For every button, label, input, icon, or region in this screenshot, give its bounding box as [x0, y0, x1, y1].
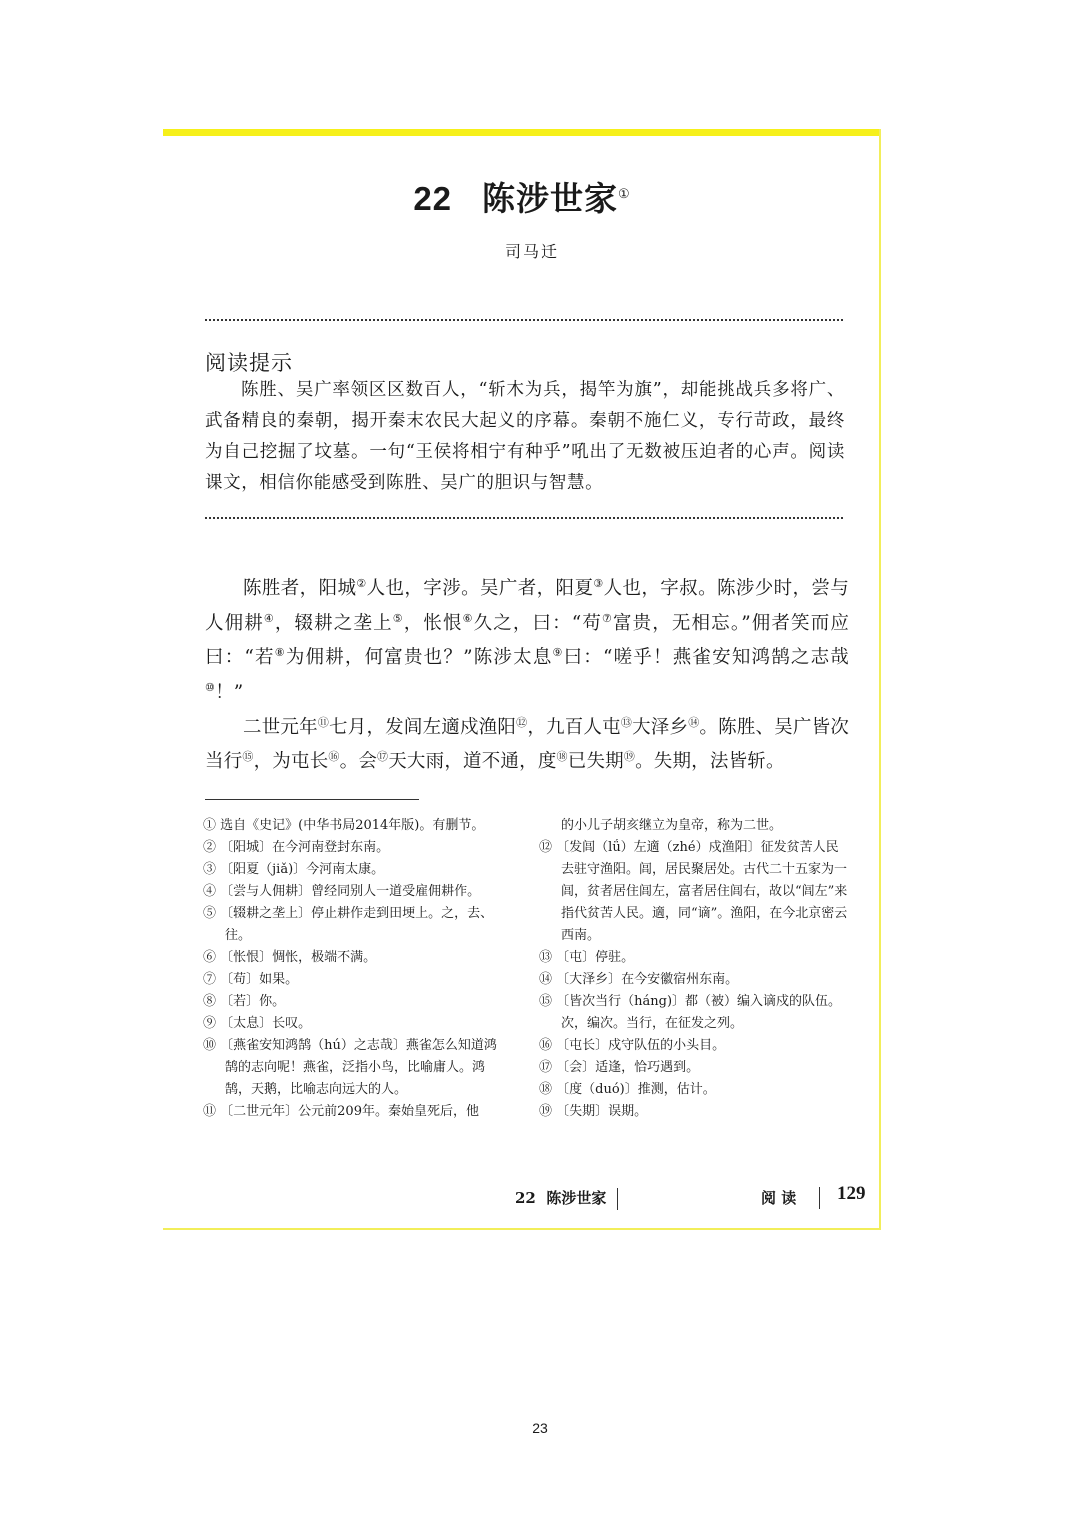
lesson-title-text: 陈涉世家 — [482, 179, 619, 218]
document-page-number: 23 — [532, 1420, 548, 1436]
footnote: ⑫ 〔发闾（lǘ）左適（zhé）戍渔阳〕征发贫苦人民去驻守渔阳。闾，居民聚居处。古代二十五家为一闾，贫者居住闾左，富者居住闾右，故以“闾左”来指代贫苦人民。適，同“谪”。渔阳，在今北京密云西南。 — [539, 840, 848, 943]
yellow-top-border — [163, 129, 881, 136]
footnote: ⑲ 〔失期〕误期。 — [539, 1104, 648, 1119]
footnote: ⑬ 〔屯〕停驻。 — [539, 950, 635, 965]
footnotes-left-column — [203, 815, 509, 1123]
footer-lesson-title: 22 陈涉世家 — [515, 1187, 618, 1210]
paragraph-1: 陈胜者，阳城②人也，字涉。吴广者，阳夏③人也，字叔。陈涉少时，尝与人佣耕④，辍耕之垄上⑤，怅恨⑥久之，曰：“苟⑦富贵，无相忘。”佣者笑而应曰：“若⑧为佣耕，何富贵也？”陈涉太息⑨曰：“嗟乎！燕雀安知鸿鹄之志哉⑩！” — [205, 577, 850, 704]
yellow-bottom-border — [163, 1228, 881, 1230]
reading-hint-heading: 阅读提示 — [205, 351, 293, 375]
footnote-rule — [205, 799, 419, 800]
scanned-textbook-page — [163, 129, 881, 1230]
paragraph-2: 二世元年⑪七月，发闾左適戍渔阳⑫，九百人屯⑬大泽乡⑭。陈胜、吴广皆次当行⑮，为屯长⑯。会⑰天大雨，道不通，度⑱已失期⑲。失期，法皆斩。 — [205, 715, 850, 773]
footnote: ① 选自《史记》(中华书局2014年版)。有删节。 — [203, 818, 485, 833]
footnote: ⑮ 〔皆次当行（háng)〕都（被）编入谪戍的队伍。次，编次。当行，在征发之列。 — [539, 994, 842, 1031]
footnote: ⑱ 〔度（duó)〕推测，估计。 — [539, 1082, 716, 1097]
footer-section: 阅 读 — [761, 1189, 797, 1207]
main-text — [205, 569, 849, 777]
footnote: ⑪ 〔二世元年〕公元前209年。秦始皇死后，他 — [203, 1104, 479, 1119]
footnotes-right-column — [539, 815, 851, 1123]
dotted-divider-top — [205, 319, 843, 321]
footnote: ④ 〔尝与人佣耕〕曾经同别人一道受雇佣耕作。 — [203, 884, 481, 899]
footnote: ⑯ 〔屯长〕戍守队伍的小头目。 — [539, 1038, 726, 1053]
title-note-mark: ① — [618, 187, 631, 202]
lesson-title — [163, 173, 881, 220]
footnote: ⑩ 〔燕雀安知鸿鹄（hú）之志哉〕燕雀怎么知道鸿鹄的志向呢！燕雀，泛指小鸟，比喻庸人。鸿鹄，天鹅，比喻志向远大的人。 — [203, 1038, 497, 1097]
footnote: ⑥ 〔怅恨〕惆怅，极端不满。 — [203, 950, 377, 965]
yellow-right-border — [879, 129, 881, 1230]
footnote: ⑰ 〔会〕适逢，恰巧遇到。 — [539, 1060, 700, 1075]
footnote: ⑤ 〔辍耕之垄上〕停止耕作走到田埂上。之，去、往。 — [203, 906, 494, 943]
author: 司马迁 — [504, 242, 559, 261]
reading-hint-text: 陈胜、吴广率领区区数百人，“斩木为兵，揭竿为旗”，却能挑战兵多将广、武备精良的秦朝，揭开秦末农民大起义的序幕。秦朝不施仁义，专行苛政，最终为自己挖掘了坟墓。一句“王侯将相宁有种乎”吼出了无数被压迫者的心声。阅读课文，相信你能感受到陈胜、吴广的胆识与智慧。 — [205, 380, 845, 493]
footnote: ⑦ 〔苟〕如果。 — [203, 972, 299, 987]
footnote-continued: 的小儿子胡亥继立为皇帝，称为二世。 — [561, 818, 783, 833]
footer-divider — [819, 1187, 820, 1209]
footnote: ⑧ 〔若〕你。 — [203, 994, 286, 1009]
book-page-number: 129 — [837, 1183, 866, 1204]
footnote: ⑨ 〔太息〕长叹。 — [203, 1016, 312, 1031]
lesson-number: 22 — [413, 180, 453, 217]
footnote: ③ 〔阳夏（jiǎ)〕今河南太康。 — [203, 862, 385, 877]
footnote: ⑭ 〔大泽乡〕在今安徽宿州东南。 — [539, 972, 739, 987]
footnote: ② 〔阳城〕在今河南登封东南。 — [203, 840, 390, 855]
dotted-divider-bottom — [205, 517, 843, 519]
